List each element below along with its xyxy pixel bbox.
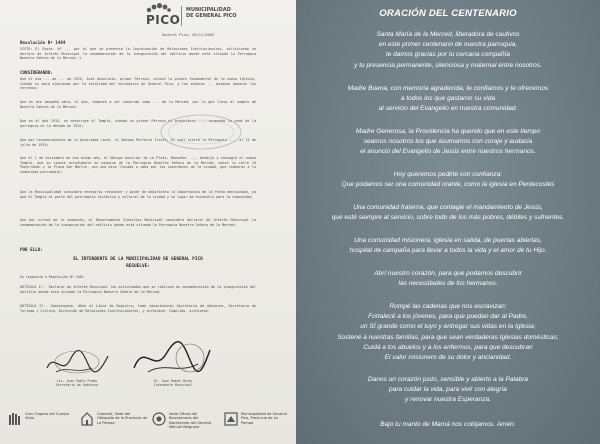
prayer-line: en este primer centenario de nuestra parroquia,	[378, 41, 518, 49]
document-paragraph: Que en el año 1915, se construye el Templo, siendo su primer Párroco el presbítero ..., ocupando la sede de la parroquia en la década de 1915;	[20, 119, 256, 128]
document-paragraph: Que por reconocimiento de la Autoridad local, el Obispo Perfecto Iriart, el cual visitó la Parroquia ..., el 21 de julio de 1915;	[20, 138, 256, 147]
prayer-line: Hoy queremos pedirte con confianza:	[393, 171, 503, 178]
prayer-line: Sostené a nuestras familias, para que sean verdaderas Iglesias domésticas;	[337, 333, 559, 341]
prayer-line: Cuidá a los abuelos y a los enfermos, para que descubran	[363, 343, 533, 351]
document-paragraph: Que por virtud de lo expuesto, el Departamento Ejecutivo Municipal considera declarar de Interés Municipal la conmemoración de la inauguración del edificio donde está situada la Parroquia Nuestra Señora de la Merced;	[20, 218, 256, 227]
cathedral-logo-icon	[80, 412, 94, 426]
document-paragraph: Que el 1 de diciembre de ese mismo año, el Obispo Auxiliar de La Plata, Monseñor ..., bendijo y consagró el nuevo Templo, que se conoce actualmente en esquina de la Parroquia Nuestra Señora de la Merced, sobre la calle 19 Pueyrredón y la Plaza San Martín, con una misa llevada a cabo por los sacerdotes de la ciudad, que rodearon a la comunidad parroquial;	[20, 156, 256, 174]
stamp-mark-icon	[158, 112, 244, 152]
footer-item	[80, 412, 147, 426]
prayer-line: Danos un corazón justo, sensible y abierto a la Palabra	[367, 376, 529, 383]
signer-role: Intendente Municipal	[153, 383, 193, 387]
footer-text: Municipalidad de General Pico, Provincia de La Pampa	[241, 412, 287, 425]
signature-left-icon	[42, 346, 112, 378]
prayer-stanza	[300, 84, 596, 115]
considerando-heading: CONSIDERANDO:	[20, 70, 53, 75]
footer-item	[152, 412, 219, 430]
prayer-line: a todos los que gastaron su vida	[400, 95, 496, 103]
prayer-stanza	[300, 170, 596, 190]
signature-right-icon	[128, 338, 214, 378]
organ-logo-icon	[8, 412, 22, 426]
document-header	[0, 0, 296, 34]
prayer-line: las necesidades de los hermanos.	[398, 280, 498, 288]
prayer-line: Una comunidad fraterna, que contagie el mandamiento de Jesús,	[353, 204, 543, 211]
footer-text: Catedral, Sede del Obispado de la Provincia de La Pampa	[97, 412, 147, 425]
logo-text: PICO	[146, 13, 181, 27]
prayer-line: Santa María de la Merced, liberadora de cautivos	[376, 31, 520, 38]
prayer-title: ORACIÓN DEL CENTENARIO	[379, 8, 517, 19]
visto-paragraph: VISTO: El Expte. Nº ... por el que se presenta la Coordinación de Relaciones Institucionales, solicitando se declare de Interés Municipal la conmemoración de la inauguración del edificio donde está situada la Parroquia Nuestra Señora de la Merced; y	[20, 47, 256, 61]
prayer-line: El valor misionero de su dolor y ancianidad.	[384, 354, 512, 362]
resuelve-heading: RESUELVE:	[126, 264, 150, 269]
signer-role: Secretario de Gobierno	[55, 383, 99, 387]
document-date: General Pico, 09/12/2005	[162, 33, 214, 37]
prayer-stanza	[300, 420, 596, 430]
municipality-line: DE GENERAL PICO	[186, 13, 237, 19]
prayer-line: Fortalecé a los jóvenes, para que puedan dar al Padre,	[368, 313, 528, 321]
footer-item	[8, 412, 75, 426]
prayer-line: que esté siempre al servicio, sobre todo de los más pobres, débiles y sufrientes.	[331, 214, 565, 222]
prayer-stanza	[300, 30, 596, 71]
prayer-stanza	[300, 302, 596, 363]
prayer-stanza	[300, 375, 596, 406]
prayer-line: Bajo tu manto de Mamá nos cobijamos. Amén.	[380, 421, 516, 428]
resolution-document	[0, 0, 296, 444]
prayer-panel	[296, 0, 600, 444]
signature-caption	[42, 379, 112, 387]
prayer-line: el anuncio del Evangelio de Jesús entre nuestros hermanos.	[360, 148, 536, 156]
prayer-line: Madre Buena, con memoria agradecida, te confiamos y te ofrecemos	[347, 85, 549, 92]
prayer-line: al servicio del Evangelio en nuestra comunidad.	[378, 105, 518, 113]
article-paragraph: ARTÍCULO 2º.- Comuníquese, dése al Libro de Registro, tome conocimiento Secretaría de Gobierno, Secretaría de Turismo y Cultura, Dirección de Relaciones Institucionales, y archívese. Cumplido, archívese.	[20, 304, 256, 313]
prayer-line: Madre Generosa, la Providencia ha querido que en este tiempo	[355, 128, 541, 135]
municipality-logo-icon	[224, 412, 238, 426]
bicentenario-logo-icon	[152, 412, 166, 426]
prayer-line: Rompé las cadenas que nos esclavizan;	[389, 303, 507, 310]
registry-note: En respuesta a Resolución Nº 1464	[20, 275, 84, 279]
municipality-line: MUNICIPALIDAD	[186, 7, 231, 13]
document-paragraph: Que el día ... de ... de 1915, José Anunciata, primer Párroco, colocó la piedra fundamental de la nueva Iglesia, siendo su obra ejecutada por la totalidad del vecindario de General Pico, y los señores ... quienes donaron los terrenos;	[20, 77, 256, 91]
prayer-stanza	[300, 203, 596, 223]
signer-name: Dr. Juan Ramón Garay	[153, 379, 193, 383]
signature-caption	[138, 379, 208, 387]
municipality-name	[186, 7, 246, 19]
prayer-line: un SÍ grande como el tuyo y entregar sus vidas en la Iglesia;	[360, 323, 536, 331]
header-divider	[181, 6, 182, 26]
footer-item	[224, 412, 291, 426]
prayer-line: y tu presencia permanente, silenciosa y maternal entre nosotros.	[354, 61, 542, 69]
footer-text: Gran Órgano del Cuerpo Viejo	[25, 412, 69, 421]
signer-name: Lic. Juan Pablo Prado	[56, 379, 98, 383]
document-footer	[0, 406, 296, 444]
prayer-line: Que podamos ser una comunidad orante, como la iglesia en Pentecostés	[341, 181, 555, 189]
prayer-stanza	[300, 269, 596, 289]
prayer-line: Abrí nuestro corazón, para que podamos descubrir	[374, 270, 522, 277]
prayer-line: seamos nosotros los que asumamos con coraje y audacia	[363, 138, 533, 146]
prayer-line: y renovar nuestra Esperanza.	[405, 396, 491, 404]
por-ello-heading: POR ELLO:	[20, 247, 43, 252]
prayer-stanza	[300, 127, 596, 158]
prayer-line: Una comunidad misionera, iglesia en salida, de puertas abiertas,	[354, 237, 542, 244]
resolution-number: Resolución Nº 1464	[20, 40, 66, 45]
article-paragraph: ARTÍCULO 1º.- Declarar de Interés Municipal las actividades que se realicen en conmemoración de la inauguración del edificio donde está situada la Parroquia Nuestra Señora de la Merced.	[20, 285, 256, 294]
document-paragraph: Que la Municipalidad considera necesario reconocer y poner de manifiesto la importancia de la fecha mencionada, ya que el Templo es parte del patrimonio histórico y cultural de la ciudad y un lugar de encuentro para la comunidad;	[20, 190, 256, 199]
prayer-stanza	[300, 236, 596, 256]
prayer-line: hospital de campaña para llevar a todos la vida y el amor de tu Hijo.	[349, 247, 547, 255]
document-paragraph: Que en esa pequeña obra, el día, comenzó a ser conocido como ... de la Merced, por lo que lleva el nombre de Nuestra Señora de la Merced;	[20, 100, 256, 109]
prayer-line: te damos gracias por tu cercana compañía	[385, 51, 511, 59]
authority-heading: EL INTENDENTE DE LA MUNICIPALIDAD DE GENERAL PICO	[73, 257, 203, 262]
prayer-line: para cuidar la vida, para vivir con alegría	[389, 386, 507, 394]
footer-text: Sede Oficial del Bicentenario del Nacimiento del General Manuel Belgrano	[169, 412, 212, 430]
